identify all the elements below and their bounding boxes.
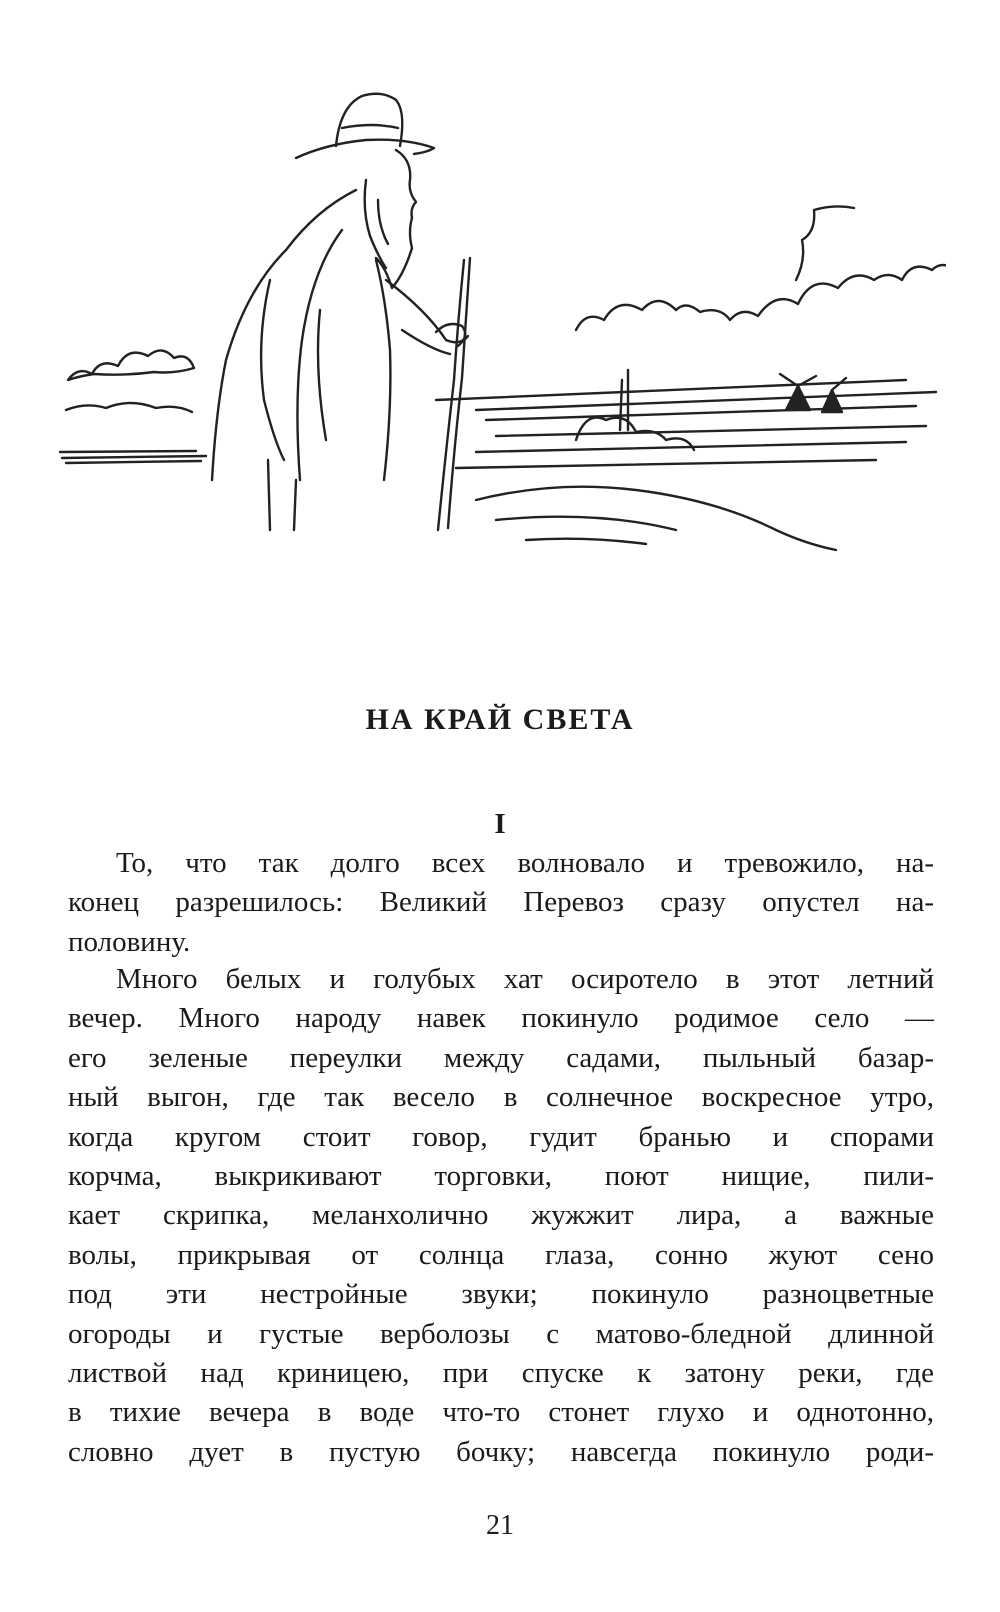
text-line: огороды и густые верболозы с матово-бледной длинной	[68, 1317, 934, 1350]
text-line: в тихие вечера в воде что-то стонет глухо и однотонно,	[68, 1396, 934, 1429]
horizon-lines-right	[436, 380, 936, 468]
text-line: когда кругом стоит говор, гудит бранью и спорами	[68, 1120, 934, 1153]
text-line: словно дует в пустую бочку; навсегда покинуло роди-	[68, 1435, 934, 1468]
paragraph-2	[68, 960, 934, 1511]
text-line: кает скрипка, меланхолично жужжит лира, а важные	[68, 1199, 934, 1232]
text-line: листвой над криницею, при спуске к затону реки, где	[68, 1356, 934, 1389]
text-line: вечер. Много народу навек покинуло родимое село —	[68, 1002, 934, 1035]
text-line: То, что так долго всех волновало и тревожило, на-	[116, 847, 934, 879]
chapter-number: I	[494, 808, 506, 840]
paragraph-1	[68, 844, 934, 962]
cloud-left-low	[66, 403, 192, 412]
horizon-lines-left	[60, 451, 206, 463]
text-line	[68, 1472, 934, 1511]
text-line: его зеленые переулки между садами, пыльный базар-	[68, 1041, 934, 1074]
old-man-figure	[212, 94, 468, 530]
text-line: Много белых и голубых хат осиротело в этот летний	[116, 963, 934, 995]
wanderer-illustration	[56, 80, 946, 560]
text-line: ный выгон, где так весело в солнечное воскресное утро,	[68, 1081, 934, 1114]
windmills	[780, 374, 846, 412]
text-line: конец разрешилось: Великий Перевоз сразу опустел на-	[68, 886, 934, 919]
text-line: половину.	[68, 925, 191, 958]
chapter-title: НА КРАЙ СВЕТА	[365, 703, 635, 736]
cloud-left	[68, 350, 194, 380]
text-line: корчма, выкрикивают торговки, поют нищие, пили-	[68, 1159, 934, 1192]
cloud-right-tail	[796, 206, 854, 280]
text-line: волы, прикрывая от солнца глаза, сонно жуют сено	[68, 1238, 934, 1271]
cloud-right	[576, 265, 946, 330]
page-number: 21	[486, 1510, 514, 1541]
text-line: под эти нестройные звуки; покинуло разноцветные	[68, 1278, 934, 1311]
poplar-tree	[620, 380, 622, 430]
